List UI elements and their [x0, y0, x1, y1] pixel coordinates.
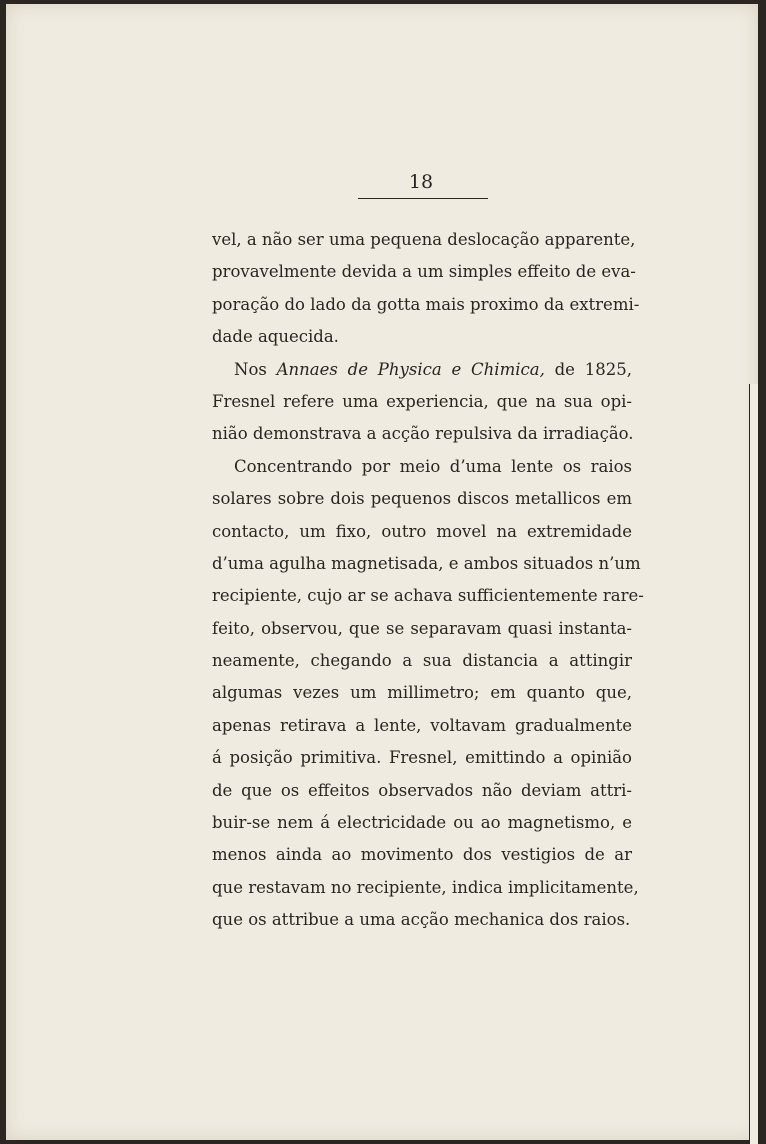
book-page	[6, 4, 758, 1140]
text-line: de que os effeitos observados não deviam attri-	[212, 780, 632, 800]
journal-title: Annaes de Physica e Chimica,	[276, 359, 545, 379]
text-line: que os attribue a uma acção mechanica dos raios.	[212, 910, 631, 930]
text-line: solares sobre dois pequenos discos metallicos em	[212, 489, 632, 509]
text-line: que restavam no recipiente, indica implicitamente,	[212, 877, 639, 897]
text-line	[212, 354, 632, 386]
text-line: poração do lado da gotta mais proximo da extremi-	[212, 294, 640, 314]
text-line: Fresnel refere uma experiencia, que na sua opi-	[212, 391, 632, 411]
text-line: buir-se nem á electricidade ou ao magnetismo, e	[212, 813, 632, 833]
text-line: feito, observou, que se separavam quasi instanta-	[212, 618, 632, 638]
text-line: nião demonstrava a acção repulsiva da irradiação.	[212, 424, 634, 444]
text-line: neamente, chegando a sua distancia a attingir	[212, 651, 632, 671]
header-rule	[358, 198, 488, 199]
text-run: de 1825,	[544, 359, 632, 379]
text-line: Concentrando por meio d’uma lente os raios	[234, 456, 632, 476]
page-edge	[749, 384, 758, 1144]
text-line: recipiente, cujo ar se achava sufficientemente rare-	[212, 586, 644, 606]
text-run: Nos	[234, 359, 277, 379]
text-line: apenas retirava a lente, voltavam gradualmente	[212, 715, 632, 735]
text-line: dade aquecida.	[212, 327, 339, 347]
text-line: algumas vezes um millimetro; em quanto que,	[212, 683, 632, 703]
text-line: provavelmente devida a um simples effeito de eva-	[212, 262, 636, 282]
text-line: d’uma agulha magnetisada, e ambos situados n’um	[212, 553, 641, 573]
text-line: menos ainda ao movimento dos vestigios de ar	[212, 845, 632, 865]
text-line: á posição primitiva. Fresnel, emittindo a opinião	[212, 748, 632, 768]
page-number: 18	[408, 171, 434, 193]
body-text	[212, 224, 644, 937]
text-line: vel, a não ser uma pequena deslocação apparente,	[212, 230, 636, 249]
text-line: contacto, um fixo, outro movel na extremidade	[212, 521, 632, 541]
